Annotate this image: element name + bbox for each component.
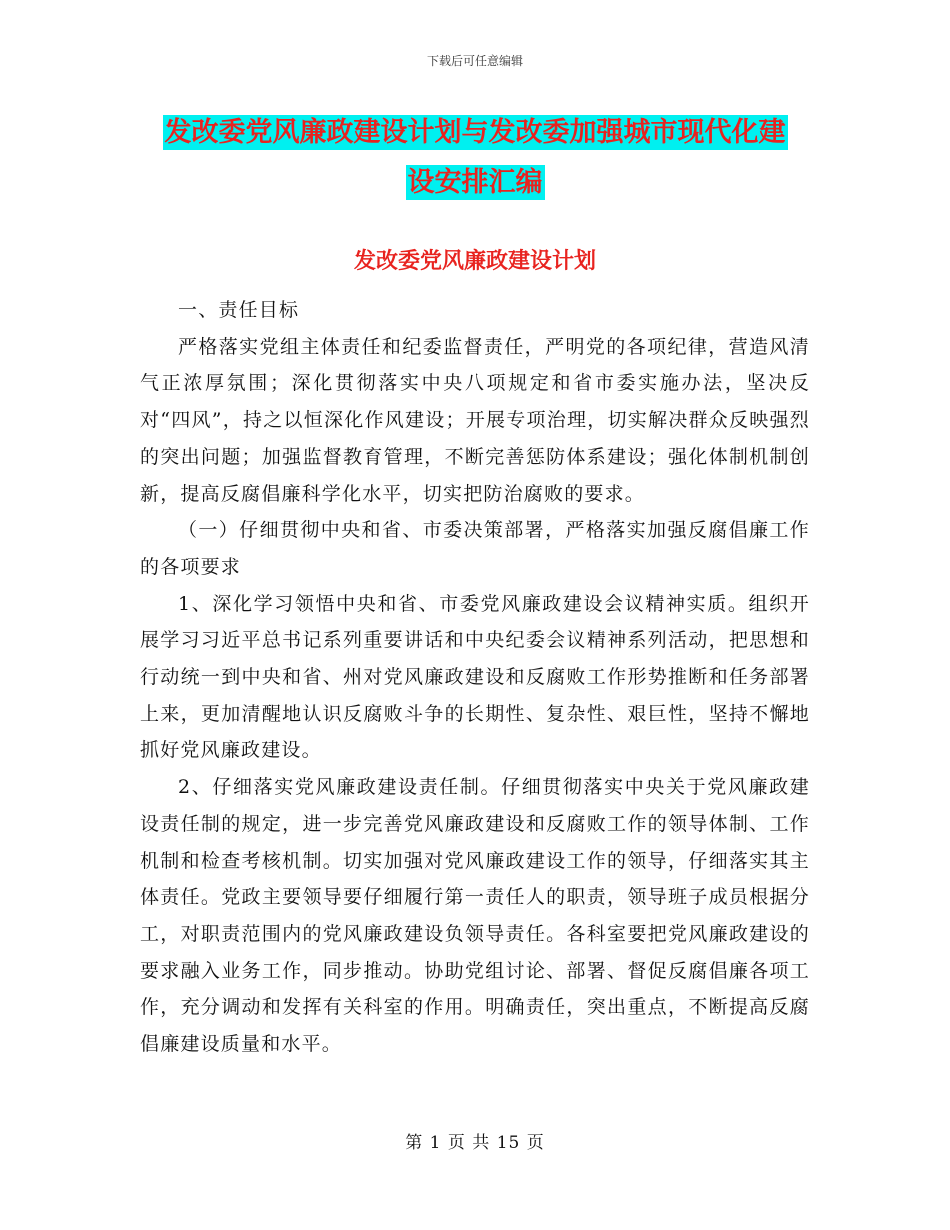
main-title-line1: 发改委党风廉政建设计划与发改委加强城市现代化建 — [164, 117, 786, 148]
main-title — [140, 108, 810, 208]
paragraph-subheading: （一）仔细贯彻中央和省、市委决策部署，严格落实加强反腐倡廉工作的各项要求 — [140, 519, 810, 578]
paragraph: 严格落实党组主体责任和纪委监督责任，严明党的各项纪律，营造风清气正浓厚氛围；深化贯彻落实中央八项规定和省市委实施办法，坚决反对“四风”，持之以恒深化作风建设；开展专项治理，切实解决群众反映强烈的突出问题；加强监督教育管理，不断完善惩防体系建设；强化体制机制创新，提高反腐倡廉科学化水平，切实把防治腐败的要求。 — [140, 335, 810, 505]
body-text — [140, 292, 810, 1063]
header-note: 下载后可任意编辑 — [426, 54, 523, 68]
main-title-line2: 设安排汇编 — [407, 167, 543, 198]
paragraph: 1、深化学习领悟中央和省、市委党风廉政建设会议精神实质。组织开展学习习近平总书记系列重要讲话和中央纪委会议精神系列活动，把思想和行动统一到中央和省、州对党风廉政建设和反腐败工作形势推断和任务部署上来，更加清醒地认识反腐败斗争的长期性、复杂性、艰巨性，坚持不懈地抓好党风廉政建设。 — [140, 592, 810, 762]
paragraph: 2、仔细落实党风廉政建设责任制。仔细贯彻落实中央关于党风廉政建设责任制的规定，进一步完善党风廉政建设和反腐败工作的领导体制、工作机制和检查考核机制。切实加强对党风廉政建设工作的领导，仔细落实其主体责任。党政主要领导要仔细履行第一责任人的职责，领导班子成员根据分工，对职责范围内的党风廉政建设负领导责任。各科室要把党风廉政建设的要求融入业务工作，同步推动。协助党组讨论、部署、督促反腐倡廉各项工作，充分调动和发挥有关科室的作用。明确责任，突出重点，不断提高反腐倡廉建设质量和水平。 — [140, 776, 810, 1056]
paragraph-heading-1: 一、责任目标 — [178, 299, 300, 321]
page-footer: 第 1 页 共 15 页 — [405, 1133, 545, 1153]
section-title: 发改委党风廉政建设计划 — [353, 249, 596, 274]
